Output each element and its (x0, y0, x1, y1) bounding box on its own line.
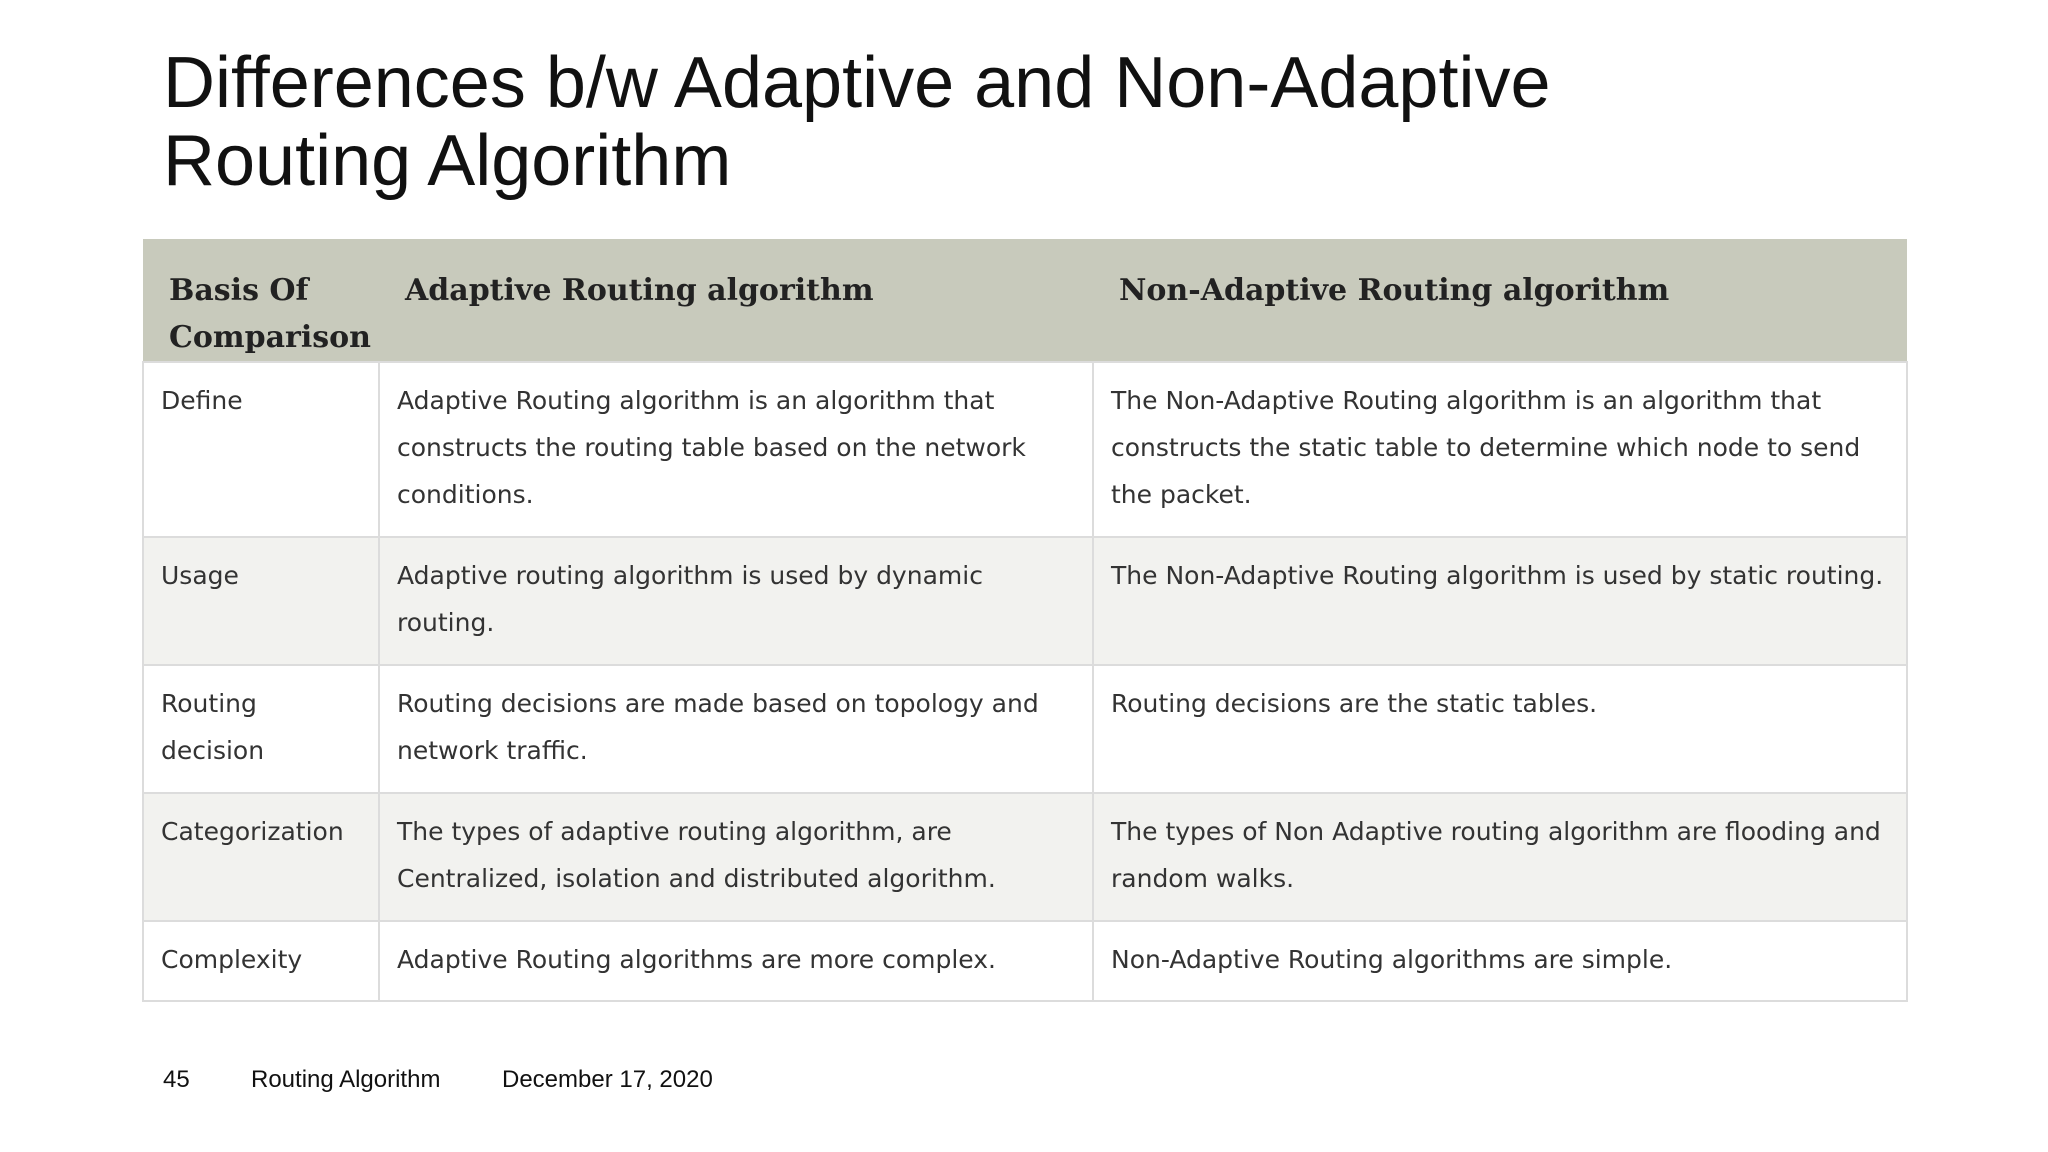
comparison-table (142, 239, 1908, 1002)
cell-adaptive: Adaptive Routing algorithms are more complex. (379, 921, 1093, 1001)
table-row-categorization (143, 793, 1907, 921)
slide-title-line-1: Differences b/w Adaptive and Non-Adaptive (163, 43, 1551, 123)
header-basis-of-comparison: Basis Of Comparison (143, 239, 379, 362)
cell-basis: Usage (143, 537, 379, 665)
table-header (143, 239, 1907, 362)
slide-title (163, 44, 1923, 200)
cell-basis: Categorization (143, 793, 379, 921)
table-row-routing-decision (143, 665, 1907, 793)
cell-non-adaptive: The Non-Adaptive Routing algorithm is used by static routing. (1093, 537, 1907, 665)
slide-title-line-2: Routing Algorithm (163, 121, 732, 201)
cell-basis: Routing decision (143, 665, 379, 793)
cell-non-adaptive: Routing decisions are the static tables. (1093, 665, 1907, 793)
footer-date: December 17, 2020 (502, 1066, 713, 1093)
table-row-usage (143, 537, 1907, 665)
footer-topic: Routing Algorithm (251, 1066, 441, 1093)
cell-non-adaptive: Non-Adaptive Routing algorithms are simple. (1093, 921, 1907, 1001)
header-row (143, 239, 1907, 362)
header-adaptive: Adaptive Routing algorithm (379, 239, 1093, 362)
cell-adaptive: Adaptive Routing algorithm is an algorithm that constructs the routing table based on the network conditions. (379, 362, 1093, 537)
cell-adaptive: Adaptive routing algorithm is used by dynamic routing. (379, 537, 1093, 665)
cell-non-adaptive: The Non-Adaptive Routing algorithm is an algorithm that constructs the static table to determine which node to send the packet. (1093, 362, 1907, 537)
cell-basis: Complexity (143, 921, 379, 1001)
cell-adaptive: The types of adaptive routing algorithm, are Centralized, isolation and distributed algorithm. (379, 793, 1093, 921)
table-row-complexity (143, 921, 1907, 1001)
table-row-define (143, 362, 1907, 537)
slide-number: 45 (163, 1066, 190, 1093)
cell-adaptive: Routing decisions are made based on topology and network traffic. (379, 665, 1093, 793)
table-body (143, 362, 1907, 1001)
cell-non-adaptive: The types of Non Adaptive routing algorithm are flooding and random walks. (1093, 793, 1907, 921)
cell-basis: Define (143, 362, 379, 537)
header-non-adaptive: Non-Adaptive Routing algorithm (1093, 239, 1907, 362)
